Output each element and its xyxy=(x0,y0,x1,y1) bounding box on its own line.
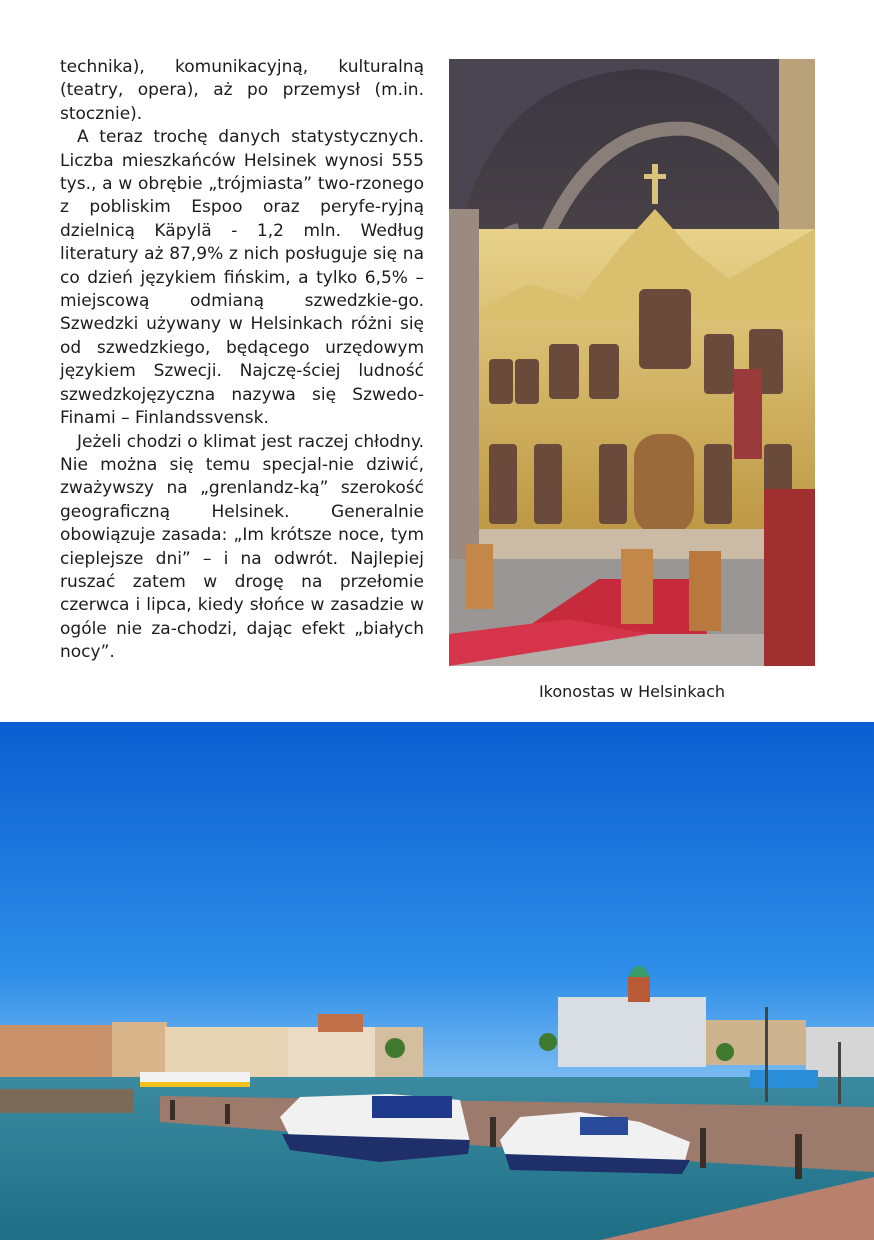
paragraph-1: technika), komunikacyjną, kulturalną (teatry, opera), aż po przemysł (m.in. stocznie). xyxy=(60,57,424,124)
helsinki-harbor-photo xyxy=(0,722,874,1240)
paragraph-3: Jeżeli chodzi o klimat jest raczej chłodny. Nie można się temu specjal-nie dziwić, zważywszy na „grenlandz-ką” szerokość geograficzną Helsinek. Generalnie obowiązuje zasada: „Im krótsze noce, tym cieplejsze dni” – i na odwrót. Najlepiej ruszać zatem w drogę na przełomie czerwca i lipca, kiedy słońce w zasadzie w ogóle nie za-chodzi, dając efekt „białych nocy”. xyxy=(60,431,424,663)
iconostasis-photo xyxy=(449,59,815,666)
figure-caption: Ikonostas w Helsinkach xyxy=(538,682,726,701)
article-body xyxy=(60,56,424,665)
paragraph-2: A teraz trochę danych statystycznych. Liczba mieszkańców Helsinek wynosi 555 tys., a w obrębie „trójmiasta” two-rzonego z pobliskim Espoo oraz peryfe-ryjną dzielnicą Käpylä - 1,2 mln. Według literatury aż 87,9% z nich posługuje się na co dzień językiem fińskim, a tylko 6,5% – miejscową odmianą szwedzkie-go. Szwedzki używany w Helsinkach różni się od szwedzkiego, będącego urzędowym językiem Szwecji. Najczę-ściej ludność szwedzkojęzyczna nazywa się Szwedo-Finami – Finlandssvensk. xyxy=(60,127,424,429)
